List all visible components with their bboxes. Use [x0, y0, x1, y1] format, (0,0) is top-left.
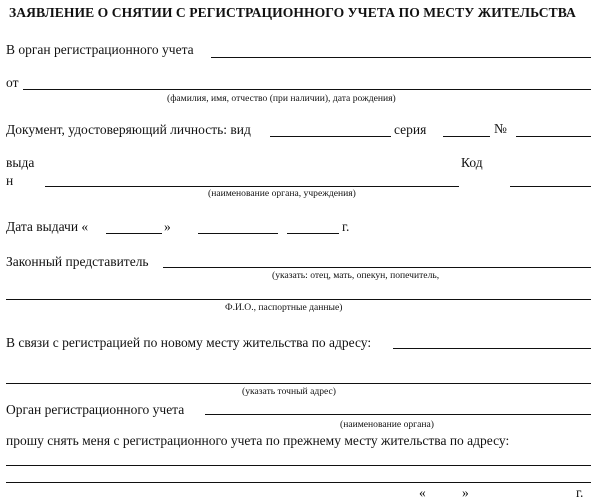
issue-year-field[interactable] — [287, 233, 339, 234]
issue-month-field[interactable] — [198, 233, 278, 234]
form-title: ЗАЯВЛЕНИЕ О СНЯТИИ С РЕГИСТРАЦИОННОГО УЧЕТА ПО МЕСТУ ЖИТЕЛЬСТВА — [9, 5, 576, 20]
authority-field[interactable] — [205, 414, 591, 415]
previous-address-field-2[interactable] — [6, 482, 591, 483]
from-label: от — [6, 75, 19, 90]
applicant-caption: (фамилия, имя, отчество (при наличии), дата рождения) — [167, 93, 396, 104]
identity-document-label: Документ, удостоверяющий личность: вид — [6, 122, 251, 137]
document-series-field[interactable] — [443, 136, 490, 137]
document-type-field[interactable] — [270, 136, 391, 137]
previous-address-field[interactable] — [6, 465, 591, 466]
issued-label-part2: н — [6, 173, 14, 188]
issued-by-caption: (наименование органа, учреждения) — [208, 188, 356, 199]
registration-authority-label: В орган регистрационного учета — [6, 42, 194, 57]
number-label: № — [494, 121, 507, 136]
footer-quote-open: « — [419, 485, 426, 500]
new-address-field-2[interactable] — [6, 383, 591, 384]
issue-date-year-suffix: г. — [342, 219, 350, 234]
issue-date-quote-close: » — [164, 219, 171, 234]
footer-year-suffix: г. — [576, 485, 584, 500]
representative-caption: (указать: отец, мать, опекун, попечитель, — [272, 270, 440, 281]
request-label: прошу снять меня с регистрационного учета по прежнему месту жительства по адресу: — [6, 433, 510, 448]
authority-caption: (наименование органа) — [340, 419, 434, 430]
new-address-label: В связи с регистрацией по новому месту жительства по адресу: — [6, 335, 372, 350]
representative-field[interactable] — [163, 267, 591, 268]
applicant-field[interactable] — [23, 89, 591, 90]
issue-date-label: Дата выдачи « — [6, 219, 89, 234]
code-label: Код — [461, 155, 483, 170]
series-label: серия — [394, 122, 427, 137]
representative-label: Законный представитель — [6, 254, 149, 269]
issued-label-part1: выда — [6, 155, 35, 170]
issue-day-field[interactable] — [106, 233, 162, 234]
document-number-field[interactable] — [516, 136, 591, 137]
registration-authority-field[interactable] — [211, 57, 591, 58]
address-caption: (указать точный адрес) — [242, 386, 336, 397]
representative-caption-2: Ф.И.О., паспортные данные) — [225, 302, 343, 313]
footer-quote-close: » — [462, 485, 469, 500]
new-address-field[interactable] — [393, 348, 591, 349]
issued-by-field[interactable] — [45, 186, 459, 187]
division-code-field[interactable] — [510, 186, 591, 187]
authority-label: Орган регистрационного учета — [6, 402, 185, 417]
representative-details-field[interactable] — [6, 299, 591, 300]
